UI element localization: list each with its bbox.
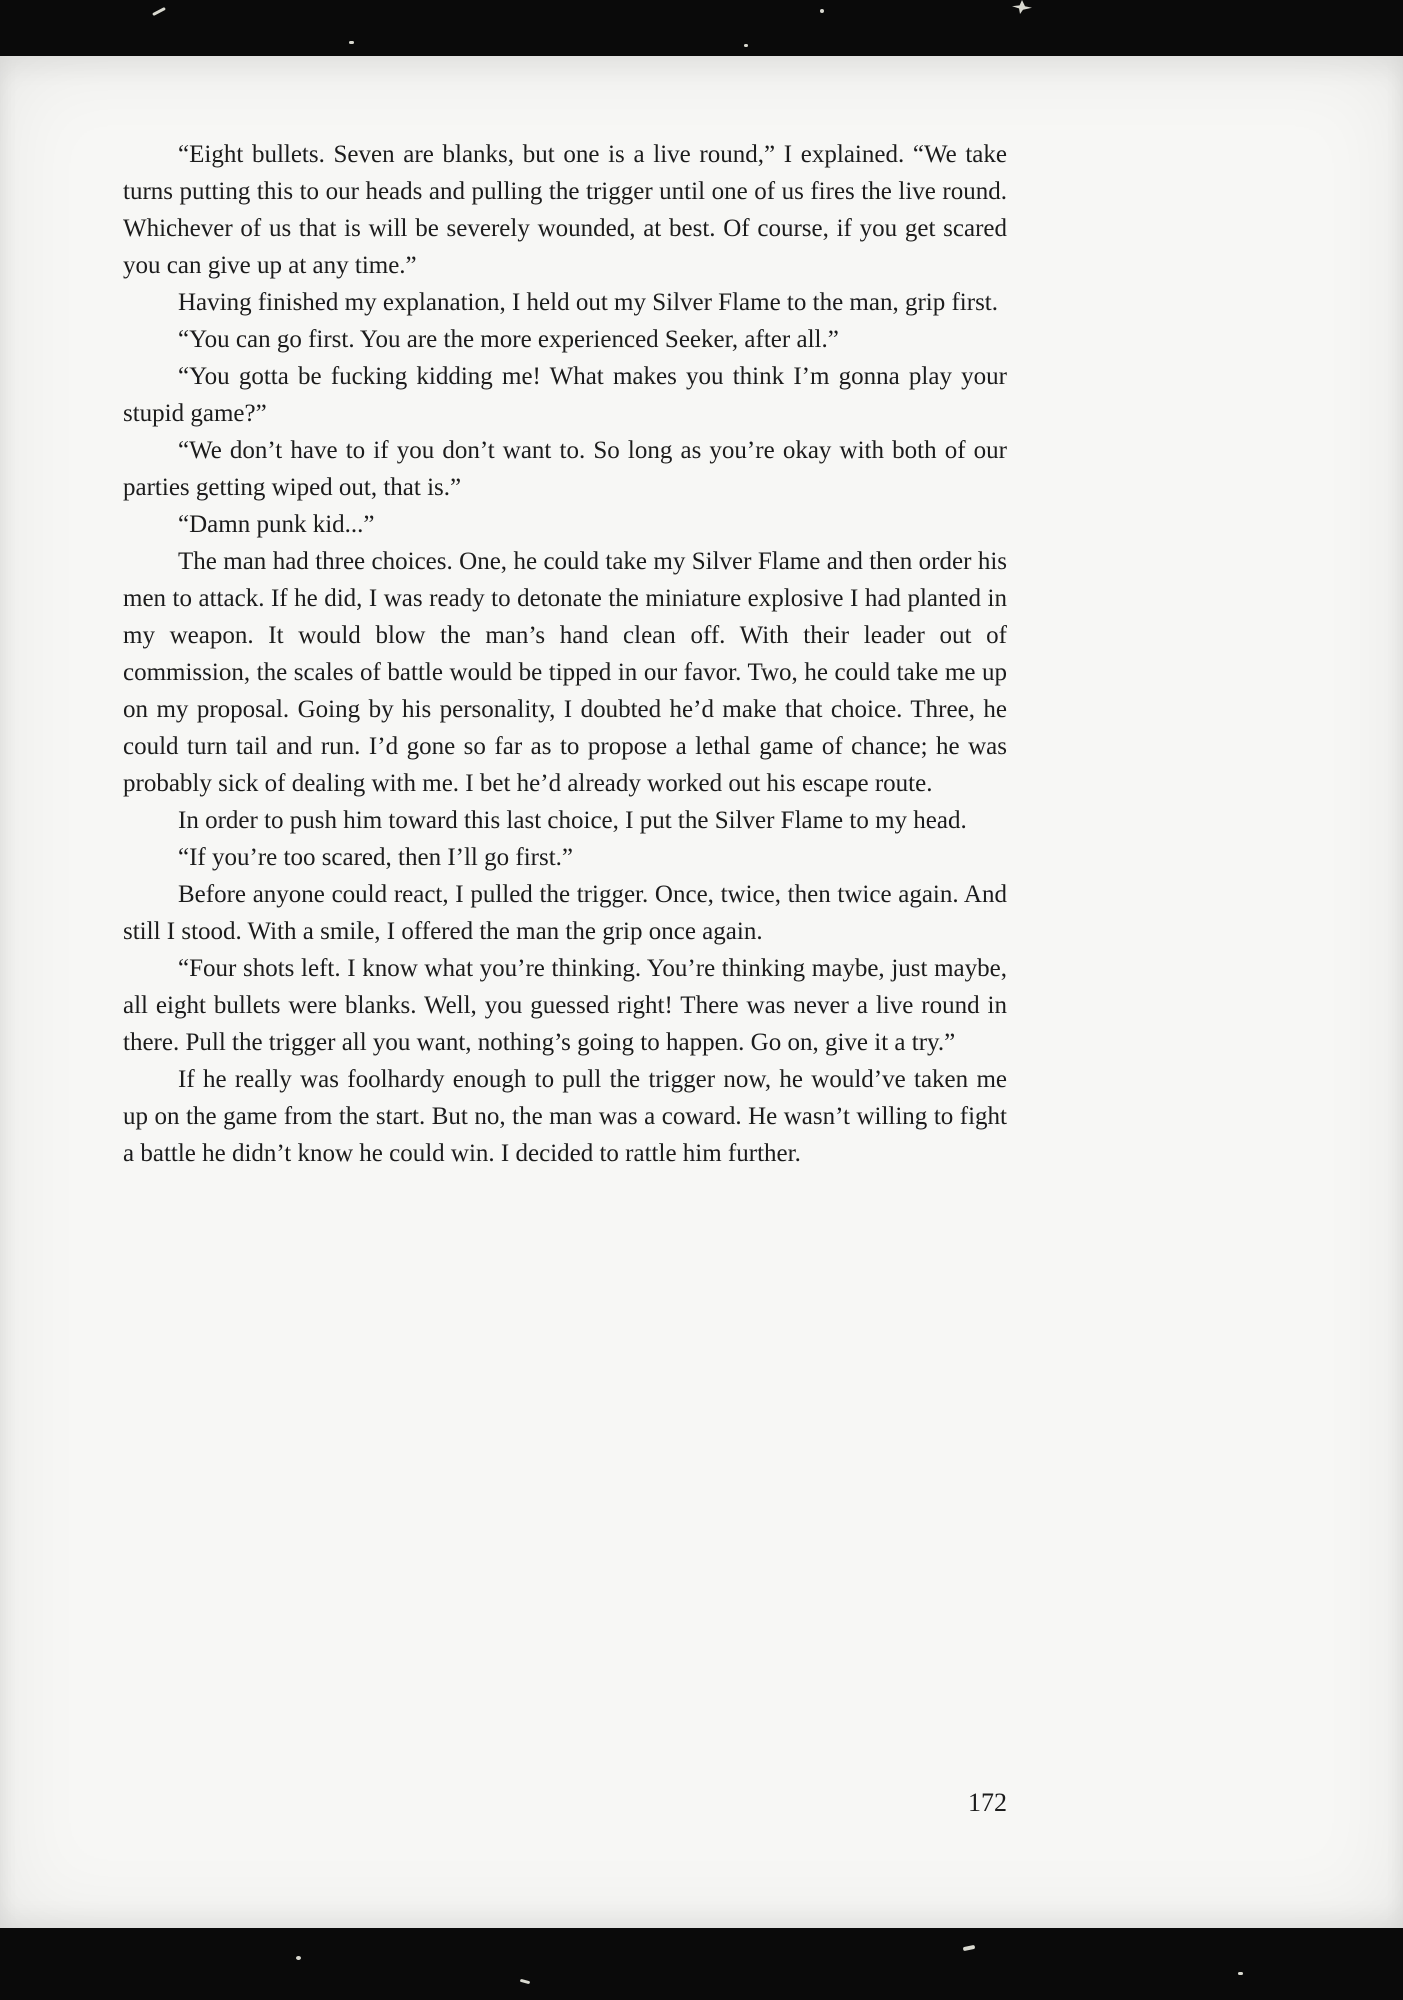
paragraph: The man had three choices. One, he could take my Silver Flame and then order his men to attack. If he did, I was ready to detonate the miniature explosive I had planted in my weapon. It would blow the man’s hand clean off. With their leader out of commission, the scales of battle would be tipped in our favor. Two, he could take me up on my proposal. Going by his personality, I doubted he’d make that choice. Three, he could turn tail and run. I’d gone so far as to propose a lethal game of chance; he was probably sick of dealing with me. I bet he’d already worked out his escape route. — [123, 548, 1007, 797]
paragraph: “You can go first. You are the more experienced Seeker, after all.” — [178, 326, 839, 353]
page-text — [123, 136, 1007, 1172]
paragraph: “Eight bullets. Seven are blanks, but one is a live round,” I explained. “We take turns putting this to our heads and pulling the trigger until one of us fires the live round. Whichever of us that is will be severely wounded, at best. Of course, if you get scared you can give up at any time.” — [123, 141, 1007, 279]
page-number: 172 — [968, 1788, 1007, 1817]
paragraph: In order to push him toward this last choice, I put the Silver Flame to my head. — [178, 807, 967, 834]
paragraph: Having finished my explanation, I held out my Silver Flame to the man, grip first. — [178, 289, 998, 316]
scan-artifact — [820, 9, 824, 13]
scan-artifact — [963, 1945, 976, 1951]
scan-artifact — [744, 44, 748, 47]
paragraph: “We don’t have to if you don’t want to. So long as you’re okay with both of our parties getting wiped out, that is.” — [123, 437, 1007, 501]
paragraph: “If you’re too scared, then I’ll go first.” — [178, 844, 573, 871]
book-page — [0, 56, 1403, 1930]
scan-artifact — [520, 1979, 530, 1984]
scan-artifact — [349, 41, 354, 44]
scan-artifact — [1012, 0, 1032, 14]
paragraph: If he really was foolhardy enough to pull the trigger now, he would’ve taken me up on the game from the start. But no, the man was a coward. He wasn’t willing to fight a battle he didn’t know he could win. I decided to rattle him further. — [123, 1066, 1007, 1167]
scan-bottom-edge — [0, 1928, 1403, 2000]
scan-artifact — [152, 7, 166, 16]
paragraph: “You gotta be fucking kidding me! What makes you think I’m gonna play your stupid game?” — [123, 363, 1007, 427]
scan-artifact — [1238, 1972, 1243, 1975]
paragraph: “Damn punk kid...” — [178, 511, 375, 538]
scan-artifact — [296, 1956, 301, 1960]
paragraph: “Four shots left. I know what you’re thinking. You’re thinking maybe, just maybe, all eight bullets were blanks. Well, you guessed right! There was never a live round in there. Pull the trigger all you want, nothing’s going to happen. Go on, give it a try.” — [123, 955, 1007, 1056]
scan-top-edge — [0, 0, 1403, 56]
paragraph: Before anyone could react, I pulled the trigger. Once, twice, then twice again. And still I stood. With a smile, I offered the man the grip once again. — [123, 881, 1007, 945]
